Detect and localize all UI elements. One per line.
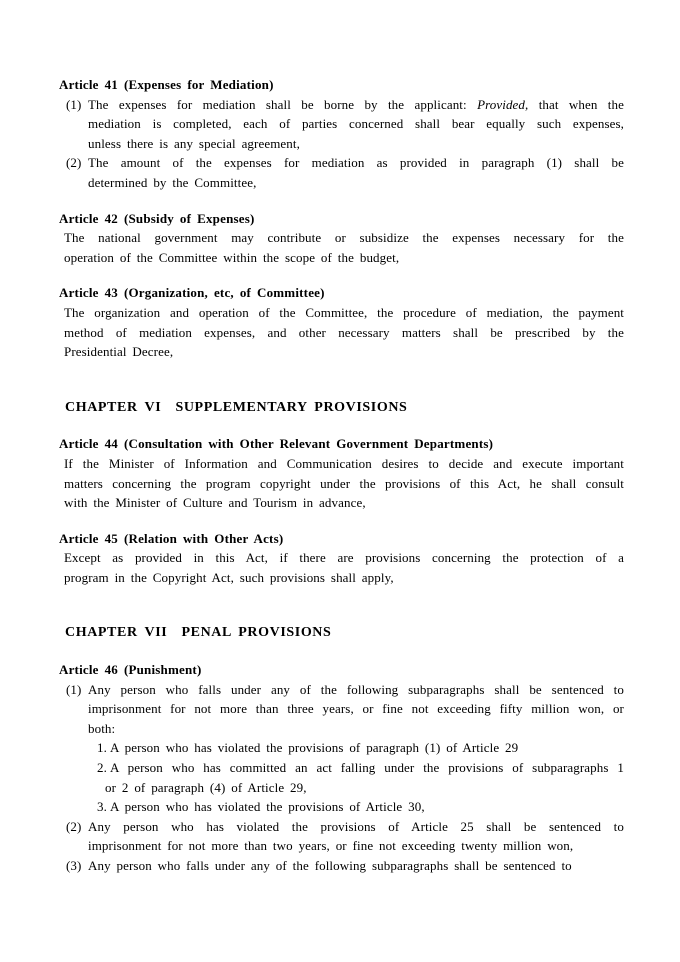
article-title: Article 43 (Organization, etc, of Committee) <box>59 285 325 301</box>
text-line: both: <box>88 720 116 736</box>
paragraph-item <box>59 303 624 362</box>
paragraph-item <box>59 454 624 513</box>
text-line: A person who has violated the provisions of Article 30, <box>110 799 425 815</box>
paragraph-item <box>59 758 624 797</box>
text-line: Presidential Decree, <box>64 344 174 360</box>
text-line: method of mediation expenses, and other necessary matters shall be prescribed by the <box>64 324 624 340</box>
article-title: Article 44 (Consultation with Other Relevant Government Departments) <box>59 436 494 452</box>
paragraph-item <box>59 95 624 154</box>
text-line: A person who has committed an act falling under the provisions of subparagraphs 1 <box>110 760 624 776</box>
text-line: Any person who falls under any of the following subparagraphs shall be sentenced to <box>88 681 624 697</box>
text-line: Any person who has violated the provisions of Article 25 shall be sentenced to <box>88 818 624 834</box>
text-line: program in the Copyright Act, such provisions shall apply, <box>64 569 394 585</box>
paragraph-item <box>59 153 624 192</box>
text-line: The organization and operation of the Committee, the procedure of mediation, the payment <box>64 304 624 320</box>
item-marker: (1) <box>66 96 82 112</box>
item-marker: (2) <box>66 818 82 834</box>
article-block <box>59 660 624 876</box>
text-line: with the Minister of Culture and Tourism in advance, <box>64 495 366 511</box>
item-marker: 2. <box>97 760 107 776</box>
article-block <box>59 529 624 588</box>
text-line: mediation is completed, each of parties concerned shall bear equally such expenses, <box>88 116 624 132</box>
text-line: imprisonment for not more than three years, or fine not exceeding fifty million won, or <box>88 701 624 717</box>
text-line: A person who has violated the provisions of paragraph (1) of Article 29 <box>110 740 519 756</box>
item-marker: 1. <box>97 740 107 756</box>
item-marker: 3. <box>97 799 107 815</box>
text-line: imprisonment for not more than two years, or fine not exceeding twenty million won, <box>88 838 574 854</box>
paragraph-item <box>59 856 624 876</box>
paragraph-item <box>59 817 624 856</box>
text-line: matters concerning the program copyright under the provisions of this Act, he shall consult <box>64 475 624 491</box>
article-block <box>59 283 624 361</box>
paragraph-item <box>59 228 624 267</box>
paragraph-item <box>59 738 624 758</box>
article-title: Article 46 (Punishment) <box>59 662 202 678</box>
article-block <box>59 75 624 193</box>
text-line: operation of the Committee within the scope of the budget, <box>64 249 400 265</box>
paragraph-item <box>59 680 624 739</box>
article-title: Article 42 (Subsidy of Expenses) <box>59 210 255 226</box>
article-block <box>59 209 624 268</box>
item-marker: (2) <box>66 155 82 171</box>
text-line: The amount of the expenses for mediation as provided in paragraph (1) shall be <box>88 155 624 171</box>
chapter-heading: CHAPTER VI SUPPLEMENTARY PROVISIONS <box>65 399 408 415</box>
text-line: If the Minister of Information and Communication desires to decide and execute important <box>64 455 624 471</box>
text-line: unless there is any special agreement, <box>88 135 300 151</box>
article-title: Article 41 (Expenses for Mediation) <box>59 77 274 92</box>
text-line: The national government may contribute or subsidize the expenses necessary for the <box>64 230 624 246</box>
paragraph-item <box>59 548 624 587</box>
article-title: Article 45 (Relation with Other Acts) <box>59 530 284 546</box>
text-line: determined by the Committee, <box>88 174 257 190</box>
item-marker: (3) <box>66 858 82 873</box>
article-block <box>59 434 624 512</box>
paragraph-item <box>59 797 624 817</box>
text-line: or 2 of paragraph (4) of Article 29, <box>105 779 307 795</box>
chapter-heading: CHAPTER VII PENAL PROVISIONS <box>65 625 332 641</box>
text-line: Except as provided in this Act, if there are provisions concerning the protection of a <box>64 550 624 566</box>
text-line: The expenses for mediation shall be borne by the applicant: Provided, that when the <box>88 96 624 112</box>
text-line: Any person who falls under any of the following subparagraphs shall be sentenced to <box>88 858 572 873</box>
item-marker: (1) <box>66 681 82 697</box>
